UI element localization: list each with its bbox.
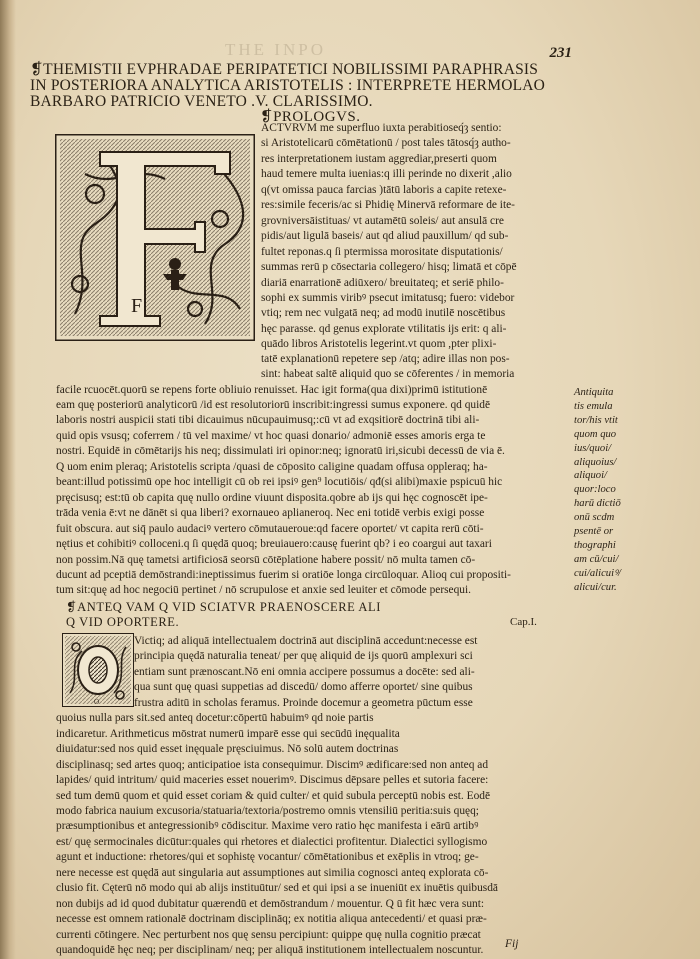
text-line: Victiq; ad aliquā intellectualem doctrinā aut disciplinā accedunt:necesse est [134, 635, 478, 647]
text-line: quādo libros Aristotelis legerint.vt quom ,pter plixi- [261, 338, 497, 351]
text-line: beant:illud potissimū ope hoc intelligit cū ob rei ipsiꝰ gen⁹ locutiōis/ qđ(si alibi)maxie pspicuū hic [56, 476, 503, 489]
margin-line: psentē or [574, 526, 614, 538]
text-line: quandoquidē hęc neq; per disciplinam/ neq; per aliquā institutionem intellectualem noscuntur. [56, 944, 484, 957]
chapter-text [56, 634, 540, 959]
text-line: nere necesse est quędā aut singularia aut assumptiones aut similia cognosci anteq explorata cō- [56, 866, 489, 879]
margin-line: tis emula [574, 400, 613, 412]
prologus-text-2 [56, 398, 540, 599]
chapter-heading-line: Q VID OPORTERE. [66, 615, 180, 629]
margin-line: tor/his vtit [574, 414, 618, 426]
text-line: laboris nostri auspicii stati tibi dicauimus nūcupauimusq;:cū vt ad exqsitiorē doctrinā tibi ali- [56, 414, 480, 427]
text-line: ACTVRVM me superfluo iuxta perabitioseq́ȝ sentio: [261, 122, 502, 134]
page-edge-shadow [0, 0, 16, 959]
chapter-heading [66, 600, 546, 630]
text-line: disciplinasq; sed artes quoq; anticipatioe ista consequimur. Discimꝰ ædificare:sed non anteq ad [56, 758, 489, 771]
text-line: currenti cōtingere. Nec perturbent nos quę sensu percipiunt: quippe quę nulla cognitio præcat [56, 928, 481, 941]
text-line: diuidatur:sed nos quid esset inęquale pręsciuimus. Nō solū autem doctrinas [56, 743, 399, 756]
text-line: sed tum demū quom et quid esset coriam & quid culter/ et quid subula perceptū nobis est. Eodē [56, 789, 491, 802]
text-line: trāda venia ē:vt ne dānēt si qua liberi? exornaueo aplianeroq. Nec eni totidē verbis exigi posse [56, 507, 485, 520]
folio-number: 231 [549, 45, 572, 61]
marginal-note [574, 386, 692, 595]
text-line: facile rcuocēt.quorū se repens forte obliuio renuisset. Hac igit forma(qua dixi)primū istitutionē [56, 383, 488, 396]
text-line: grovniversāistituas/ vt autamētū soleis/ aut ansulā cre [261, 214, 504, 227]
text-line: modo fabrica nauium excusoria/statuaria/textoria/postremo omnis vtensiliū peritia:suis quęq; [56, 804, 479, 817]
margin-line: am cū/cui/ [574, 553, 619, 565]
chapter-heading-line: ❡ANTEQ VAM Q VID SCIATVR PRAENOSCERE ALI [66, 600, 382, 614]
margin-line: harū dictiō [574, 498, 621, 510]
bleed-through-text: THE INPO [225, 40, 326, 59]
margin-line: ius/quoi/ [574, 442, 612, 454]
prologus-text-cont [56, 352, 540, 398]
text-line: nętius et cohibitiꝰ colloceni.q ſi quędā quoq; breuiauero:causę fuerint qb? i eo coargui aut taxari [56, 538, 492, 551]
text-line: res interpretationem iustam aggrediar,preserti quom [261, 152, 497, 165]
margin-line: quor:loco [574, 484, 616, 496]
title-line: BARBARO PATRICIO VENETO .V. CLARISSIMO. [30, 93, 373, 110]
text-line: summas rerū p cōsectaria collegero/ hisq; limatā et cōpē [261, 261, 517, 274]
text-line: hęc parasse. qd genus explorate vtilitatis ijs erit: q ali- [261, 322, 507, 335]
text-line: præsumptionibus et antegressionibꝰ cōdiscitur. Maxime vero ratio hęc manifesta i eārū artibꝰ [56, 820, 479, 833]
text-line: q(vt omissa pauca farcias )tātū laboris a capite retexe- [261, 183, 507, 196]
margin-line: cui/alicuiꝰ/ [574, 567, 622, 579]
text-line: quid opis vsusq; coferrem / tū vel maxime/ vt hoc quasi donario/ admoniē esses amoris erga te [56, 429, 486, 442]
text-line: entiam sunt prænoscant.Nō eni omnia accipere possumus a docēte: sed ali- [134, 665, 475, 678]
text-line: clusio fit. Cęterū nō modo qui ab alijs instituūtur/ sed et qui ipsi a se inueniūt ex inuētis quibusdā [56, 882, 498, 895]
text-line: si Aristotelicarū cōmētationū / post tales tātosq́ȝ autho- [261, 137, 511, 150]
text-line: res:simile feceris/ac si Phidię Minervā reformare de ite- [261, 199, 515, 212]
text-line: necesse est omnem rationalē doctrinam disciplināq; ex notitia aliqua antecedenti/ et quasi præ- [56, 913, 487, 926]
text-line: pidis/aut ligulā baseis/ aut qd aliud pauxillum/ qd sub- [261, 230, 509, 243]
prologus-text [56, 121, 540, 353]
chapter-label: Cap.I. [510, 616, 537, 628]
initial-letter-o: O [94, 698, 100, 706]
text-line: principia quędā naturalia teneat/ per quę aliquid de ijs quorū amplexuri sci [134, 650, 473, 663]
title-line: IN POSTERIORA ANALYTICA ARISTOTELIS : INTERPRETE HERMOLAO [30, 77, 546, 94]
margin-line: Antiquita [574, 387, 614, 398]
text-line: quoius nulla pars sit.sed anteq docetur:cōpertū habuimꝰ qd noie partis [56, 712, 374, 725]
text-line: haud temere multa iuenias:q illi perinde no dixerit ,alio [261, 168, 512, 181]
text-line: diariā enarrationē adiūxero/ breuitateq; et seriē philo- [261, 276, 504, 289]
text-line: lapides/ quid intritum/ quid maceries esset nouerimꝰ. Discimus dēpsare pelles et sutoria facere: [56, 774, 489, 787]
text-line: ducunt ad pceptiā demōstrandi:ineptissimus fuerim si oratiōe longa circūloquar. Alioq cui propositi- [56, 568, 511, 581]
margin-line: thographi [574, 539, 616, 551]
gathering-signature: Fij [505, 938, 519, 950]
text-line: vtiq; rem nec vulgatā neq; ad modū inutilē noscētibus [261, 307, 506, 320]
text-line: nostri. Equidē in cōmētarijs his neq; dissimulati iri opinor:neq; ignoratū iri,sicubi decessū de via ē. [56, 445, 505, 458]
margin-line: quom quo [574, 428, 617, 440]
text-line: est/ quę sermocinales dicūtur:quales qui rhetores et dialectici profitentur. Dialectici syllogismo [56, 835, 488, 848]
margin-line: onū scdm [574, 512, 615, 524]
text-line: Q uom enim pleraq; Aristotelis scripta /quasi de cōposito caligine quadam offusa oppleraq; ha- [56, 460, 488, 473]
margin-line: aliquoius/ [574, 456, 617, 468]
title-line: ❡THEMISTII EVPHRADAE PERIPATETICI NOBILISSIMI PARAPHRASIS [30, 61, 539, 78]
text-line: agunt et inductione: rhetores/qui et sophistę vocantur/ cōmētationibus et exēplis in vtroq; ge- [56, 851, 479, 864]
text-line: sophi ex summis viribꝰ psecut imitatusq; fuero: videbor [261, 291, 515, 304]
text-line: fuit obscura. aut siq̄ paulo audaciꝰ vertero cōmutaueroue:qd facere oportet/ vt capita rerū cōti- [56, 522, 484, 535]
text-line: tatē explanationū repetere sep /atq; adire illas non pos- [261, 353, 510, 365]
text-line: pręcisusq; est:tū ob capita quę nullo ordine viuunt disposita.qobre ab ijs qui hęc cognoscēt ipe- [56, 491, 488, 504]
text-line: eam quę posteriorū analyticorū /id est resolutoriorū inscribit:ingressi sumus exponere. qd quidē [56, 399, 491, 411]
text-line: fultet reponas.q ſi ptermissa morositate disputationis/ [261, 245, 503, 258]
text-line: qua sunt quę quasi suppetias ad discedū/ domo afferre oportet/ sine quibus [134, 681, 473, 694]
text-line: indicaretur. Arithmeticus mōstrat numerū imparē esse qui secūdū inęqualita [56, 727, 400, 740]
text-line: frustra aditū in scholas feramus. Proinde docemur a geometra pūctum esse [134, 696, 473, 709]
text-line: sint: habeat saltē aliquid quo se cōferentes / in memoria [261, 368, 515, 381]
margin-line: aliquoi/ [574, 470, 607, 482]
prologus-heading: ❡PROLOGVS. [260, 109, 361, 125]
title-block [30, 62, 560, 110]
text-line: non possim.Nā quę tametsi artificiosā seorsū cōtēplatione habere possit/ nō multa tamen cō- [56, 553, 476, 566]
margin-line: alicui/cur. [574, 581, 617, 593]
initial-letter-f: F [131, 295, 143, 317]
text-line: non dubijs ad id quod dubitatur quærendū et demōstrandum / mouentur. Q ū fit hæc vera sunt: [56, 897, 485, 910]
text-line: tum sit:quę ad hoc negociū pertinet / nō scrupulose et anxie sed leuiter et cōmode persequi. [56, 584, 472, 597]
